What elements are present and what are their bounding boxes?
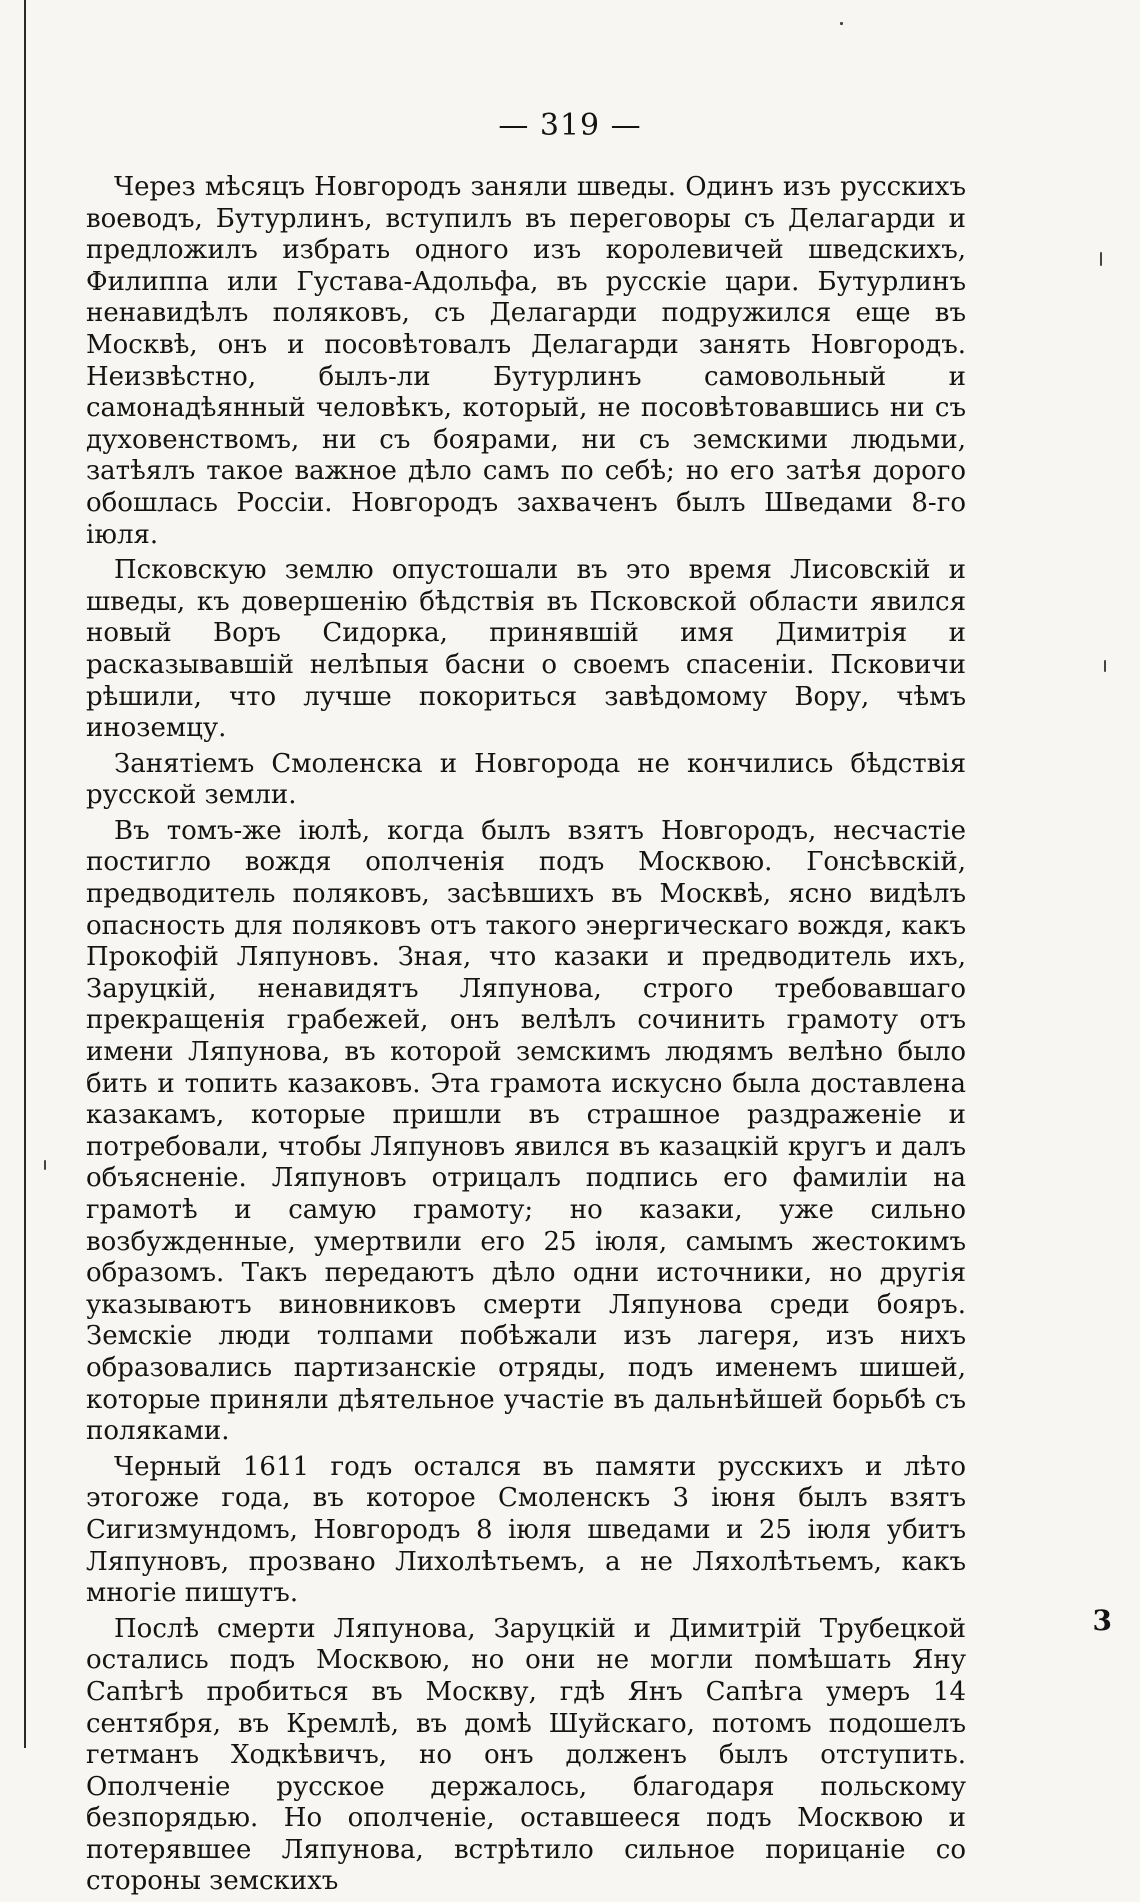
scan-speck (1104, 660, 1106, 672)
body-text (86, 172, 966, 1902)
signature-mark: 3 (1092, 1604, 1112, 1637)
paragraph-3: Занятіемъ Смоленска и Новгорода не кончились бѣдствія русской земли. (86, 748, 966, 811)
scan-speck (1100, 252, 1102, 266)
paragraph-6: Послѣ смерти Ляпунова, Заруцкій и Димитрій Трубецкой остались подъ Москвою, но они не могли помѣшать Яну Сапѣгѣ пробиться въ Москву, гдѣ Янъ Сапѣга умеръ 14 сентября, въ Кремлѣ, въ домѣ Шуйскаго, потомъ подошелъ гетманъ Ходкѣвичъ, но онъ долженъ былъ отступить. Ополченіе русское держалось, благодаря польскому безпорядью. Но ополченіе, оставшееся подъ Москвою и потерявшее Ляпунова, встрѣтило сильное порицаніе со стороны земскихъ (86, 1613, 966, 1897)
scan-speck (840, 22, 843, 25)
paragraph-2: Псковскую землю опустошали въ это время Лисовскій и шведы, къ довершенію бѣдствія въ Псковской области явился новый Воръ Сидорка, принявшій имя Димитрія и расказывавшій нелѣпыя басни о своемъ спасеніи. Псковичи рѣшили, что лучше покориться завѣдомому Вору, чѣмъ иноземцу. (86, 555, 966, 744)
paragraph-1: Через мѣсяцъ Новгородъ заняли шведы. Одинъ изъ русскихъ воеводъ, Бутурлинъ, вступилъ въ переговоры съ Делагарди и предложилъ избрать одного изъ королевичей шведскихъ, Филиппа или Густава-Адольфа, въ русскіе цари. Бутурлинъ ненавидѣлъ поляковъ, съ Делагарди подружился еще въ Москвѣ, онъ и посовѣтовалъ Делагарди занять Новгородъ. Неизвѣстно, былъ-ли Бутурлинъ самовольный и самонадѣянный человѣкъ, который, не посовѣтовавшись ни съ духовенствомъ, ни съ боярами, ни съ земскими людьми, затѣялъ такое важное дѣло самъ по себѣ; но его затѣя дорого обошлась Россіи. Новгородъ захваченъ былъ Шведами 8-го іюля. (86, 172, 966, 550)
page-edge-line (24, 0, 26, 1748)
scan-speck (44, 1160, 46, 1170)
paragraph-4: Въ томъ-же іюлѣ, когда былъ взятъ Новгородъ, несчастіе постигло вождя ополченія подъ Москвою. Гонсѣвскій, предводитель поляковъ, засѣвшихъ въ Москвѣ, ясно видѣлъ опасность для поляковъ отъ такого энергическаго вождя, какъ Прокофій Ляпуновъ. Зная, что казаки и предводитель ихъ, Заруцкій, ненавидятъ Ляпунова, строго требовавшаго прекращенія грабежей, онъ велѣлъ сочинить грамоту отъ имени Ляпунова, въ которой земскимъ людямъ велѣно было бить и топить казаковъ. Эта грамота искусно была доставлена казакамъ, которые пришли въ страшное раздраженіе и потребовали, чтобы Ляпуновъ явился въ казацкій кругъ и далъ объясненіе. Ляпуновъ отрицалъ подпись его фамиліи на грамотѣ и самую грамоту; но казаки, уже сильно возбужденные, умертвили его 25 іюля, самымъ жестокимъ образомъ. Такъ передаютъ дѣло одни источники, но другія указываютъ виновниковъ смерти Ляпунова среди бояръ. Земскіе люди толпами побѣжали изъ лагеря, изъ нихъ образовались партизанскіе отряды, подъ именемъ шишей, которые приняли дѣятельное участіе въ дальнѣйшей борьбѣ съ поляками. (86, 815, 966, 1447)
paragraph-5: Черный 1611 годъ остался въ памяти русскихъ и лѣто этогоже года, въ которое Смоленскъ 3 іюня былъ взятъ Сигизмундомъ, Новгородъ 8 іюля шведами и 25 іюля убитъ Ляпуновъ, прозвано Лихолѣтьемъ, а не Ляхолѣтьемъ, какъ многіе пишутъ. (86, 1451, 966, 1609)
page-number: — 319 — (498, 108, 642, 143)
